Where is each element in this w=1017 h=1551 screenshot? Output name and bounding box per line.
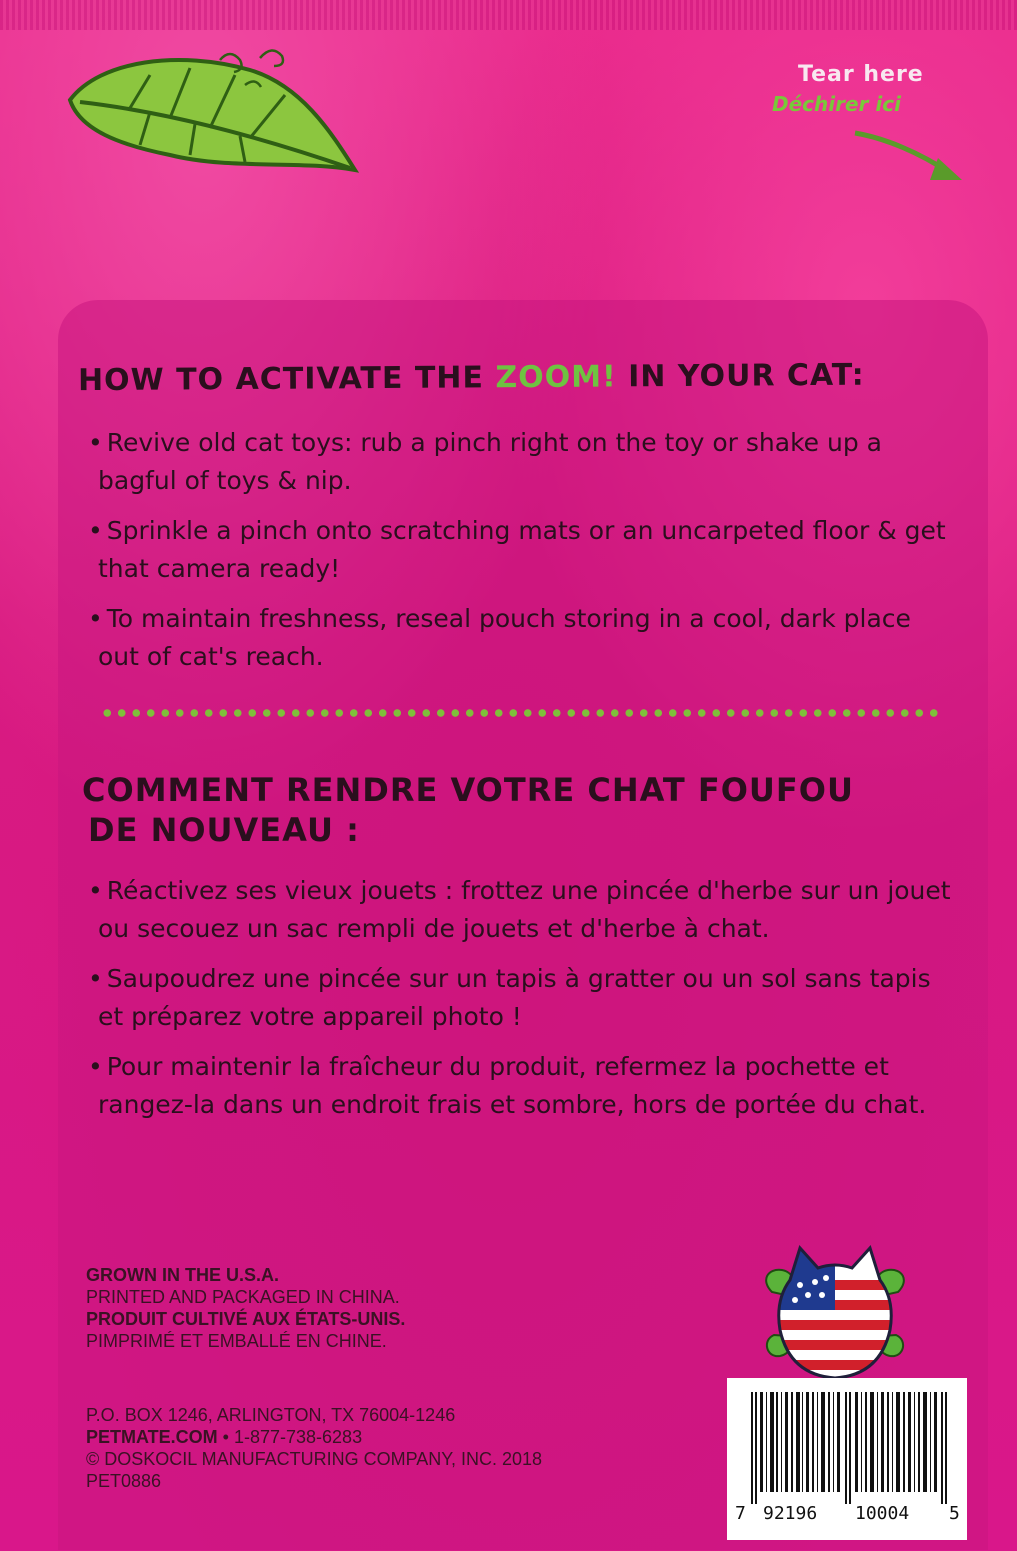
barcode-bars bbox=[745, 1392, 953, 1504]
origin-line-4: PIMPRIMÉ ET EMBALLÉ EN CHINE. bbox=[86, 1331, 387, 1351]
list-item: • Saupoudrez une pincée sur un tapis à gratter ou un sol sans tapis et préparez votre appareil photo ! bbox=[88, 960, 958, 1036]
list-item: • Réactivez ses vieux jouets : frottez une pincée d'herbe sur un jouet ou secouez un sac rempli de jouets et d'herbe à chat. bbox=[88, 872, 958, 948]
origin-info bbox=[86, 1264, 405, 1352]
list-item: • Revive old cat toys: rub a pinch right on the toy or shake up a bagful of toys & nip. bbox=[88, 424, 958, 500]
origin-line-2: PRINTED AND PACKAGED IN CHINA. bbox=[86, 1287, 400, 1307]
product-code: PET0886 bbox=[86, 1471, 162, 1491]
company-contact bbox=[86, 1426, 542, 1448]
catnip-leaf-logo bbox=[60, 40, 360, 180]
barcode-digit-left: 7 bbox=[735, 1503, 746, 1524]
company-copyright: © DOSKOCIL MANUFACTURING COMPANY, INC. 2018 bbox=[86, 1449, 543, 1469]
list-item: • Sprinkle a pinch onto scratching mats or an uncarpeted floor & get that camera ready! bbox=[88, 512, 958, 588]
company-website: PETMATE.COM bbox=[86, 1427, 218, 1447]
company-phone: • 1-877-738-6283 bbox=[217, 1427, 363, 1447]
tear-here-label-fr: Déchirer ici bbox=[772, 92, 901, 116]
zip-seal-strip bbox=[0, 0, 1017, 30]
dotted-divider bbox=[100, 706, 940, 720]
barcode-group-1: 92196 bbox=[763, 1503, 818, 1524]
heading-zoom-word: ZOOM! bbox=[495, 359, 617, 396]
instructions-english bbox=[88, 424, 958, 688]
tear-here-label: Tear here bbox=[798, 62, 924, 87]
origin-line-1: GROWN IN THE U.S.A. bbox=[86, 1265, 279, 1285]
company-address: P.O. BOX 1246, ARLINGTON, TX 76004-1246 bbox=[86, 1405, 456, 1425]
instructions-french bbox=[88, 872, 958, 1136]
company-info bbox=[86, 1404, 542, 1492]
barcode-group-2: 10004 bbox=[855, 1503, 910, 1524]
heading-english-post: IN YOUR CAT: bbox=[616, 357, 865, 395]
tear-arrow-icon bbox=[850, 118, 970, 188]
list-item: • To maintain freshness, reseal pouch storing in a cool, dark place out of cat's reach. bbox=[88, 600, 958, 676]
usa-flag-cat-badge-icon bbox=[760, 1240, 910, 1390]
heading-french-line1: COMMENT RENDRE VOTRE CHAT FOUFOU bbox=[82, 771, 854, 809]
barcode-digit-right: 5 bbox=[949, 1503, 960, 1524]
origin-line-3: PRODUIT CULTIVÉ AUX ÉTATS-UNIS. bbox=[86, 1309, 406, 1329]
heading-french bbox=[82, 770, 882, 850]
list-item: • Pour maintenir la fraîcheur du produit, refermez la pochette et rangez-la dans un endroit frais et sombre, hors de portée du chat. bbox=[88, 1048, 958, 1124]
barcode bbox=[727, 1378, 967, 1540]
heading-english-pre: HOW TO ACTIVATE THE bbox=[77, 360, 496, 399]
heading-english bbox=[78, 357, 978, 398]
heading-french-line2: DE NOUVEAU : bbox=[88, 811, 360, 849]
